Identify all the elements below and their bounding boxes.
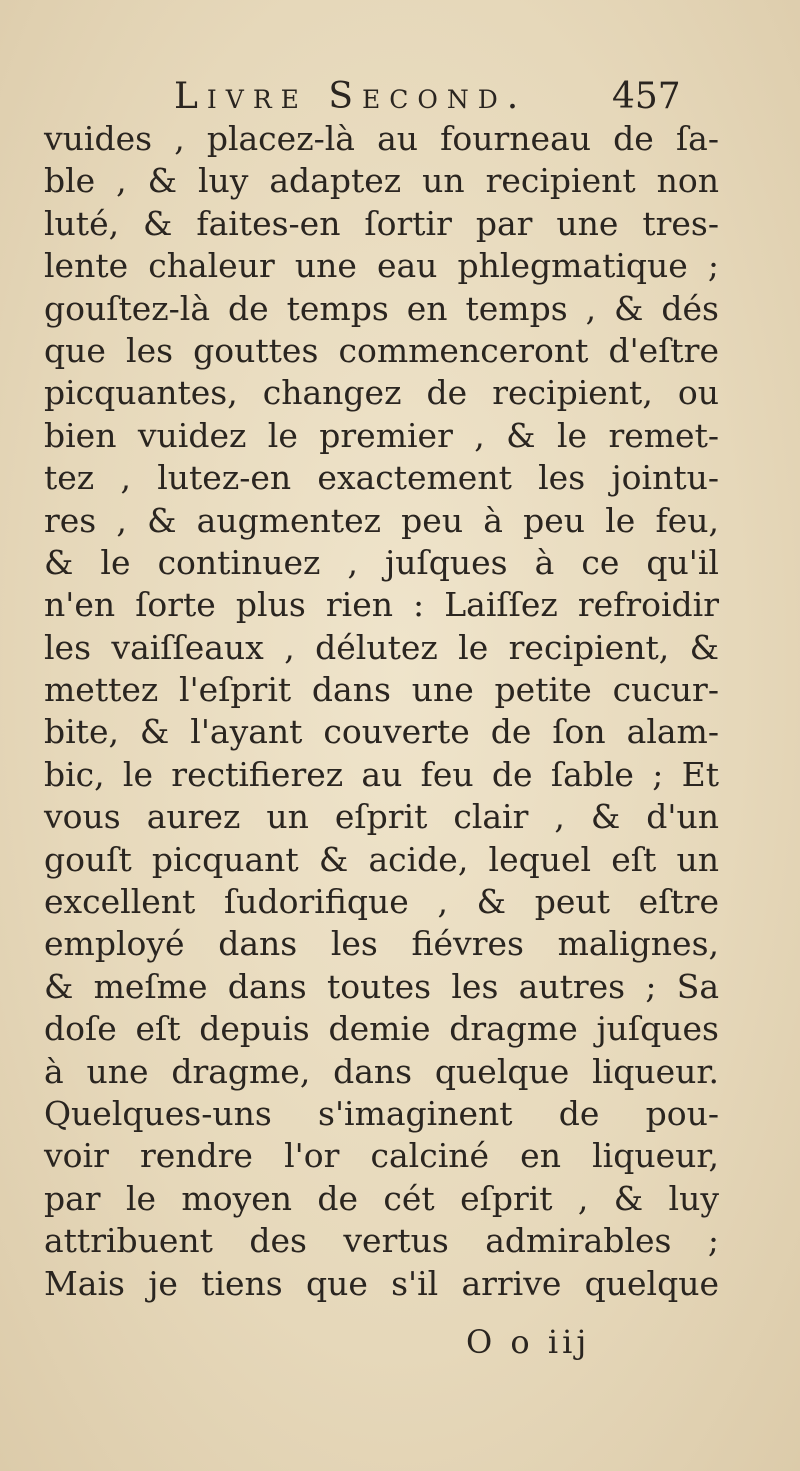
- text-line: ble , & luy adaptez un recipient non: [44, 161, 719, 201]
- text-line: lente chaleur une eau phlegmatique ;: [44, 246, 719, 286]
- text-line: gouſtez-là de temps en temps , & dés: [44, 288, 719, 328]
- text-line: à une dragme, dans quelque liqueur.: [44, 1051, 719, 1091]
- body-text: [44, 118, 719, 1305]
- text-line: bic, le rectifierez au feu de ſable ; Et: [44, 754, 719, 794]
- text-line: tez , lutez-en exactement les jointu-: [44, 458, 719, 498]
- text-line: employé dans les fiévres malignes,: [44, 924, 719, 964]
- text-line: les vaiſſeaux , délutez le recipient, &: [44, 627, 719, 667]
- text-line: bien vuidez le premier , & le remet-: [44, 415, 719, 455]
- text-line: bite, & l'ayant couverte de ſon alam-: [44, 712, 719, 752]
- text-line: luté, & faites-en ſortir par une tres-: [44, 203, 719, 243]
- text-line: Mais je tiens que s'il arrive quelque: [44, 1263, 719, 1303]
- text-line: vuides , placez-là au fourneau de ſa-: [44, 119, 719, 158]
- text-line: excellent ſudorifique , & peut eſtre: [44, 882, 719, 922]
- text-line: n'en ſorte plus rien : Laiſſez refroidir: [44, 585, 719, 625]
- text-line: res , & augmentez peu à peu le feu,: [44, 500, 719, 540]
- text-line: voir rendre l'or calciné en liqueur,: [44, 1136, 719, 1176]
- text-line: attribuent des vertus admirables ;: [44, 1221, 719, 1261]
- text-line: que les gouttes commenceront d'eſtre: [44, 330, 719, 370]
- signature-mark: O o iij: [466, 1323, 591, 1361]
- running-title: Livre Second.: [174, 76, 528, 117]
- page-number: 457: [612, 76, 681, 117]
- page-header: [0, 72, 800, 122]
- text-line: par le moyen de cét eſprit , & luy: [44, 1178, 719, 1218]
- text-line: vous aurez un eſprit clair , & d'un: [44, 797, 719, 837]
- text-line: & le continuez , juſques à ce qu'il: [44, 542, 719, 582]
- text-line: doſe eſt depuis demie dragme juſques: [44, 1009, 719, 1049]
- text-line: picquantes, changez de recipient, ou: [44, 373, 719, 413]
- text-line: gouſt picquant & acide, lequel eſt un: [44, 839, 719, 879]
- text-line: & meſme dans toutes les autres ; Sa: [44, 966, 719, 1006]
- text-line: mettez l'eſprit dans une petite cucur-: [44, 670, 719, 710]
- text-line: Quelques-uns s'imaginent de pou-: [44, 1093, 719, 1133]
